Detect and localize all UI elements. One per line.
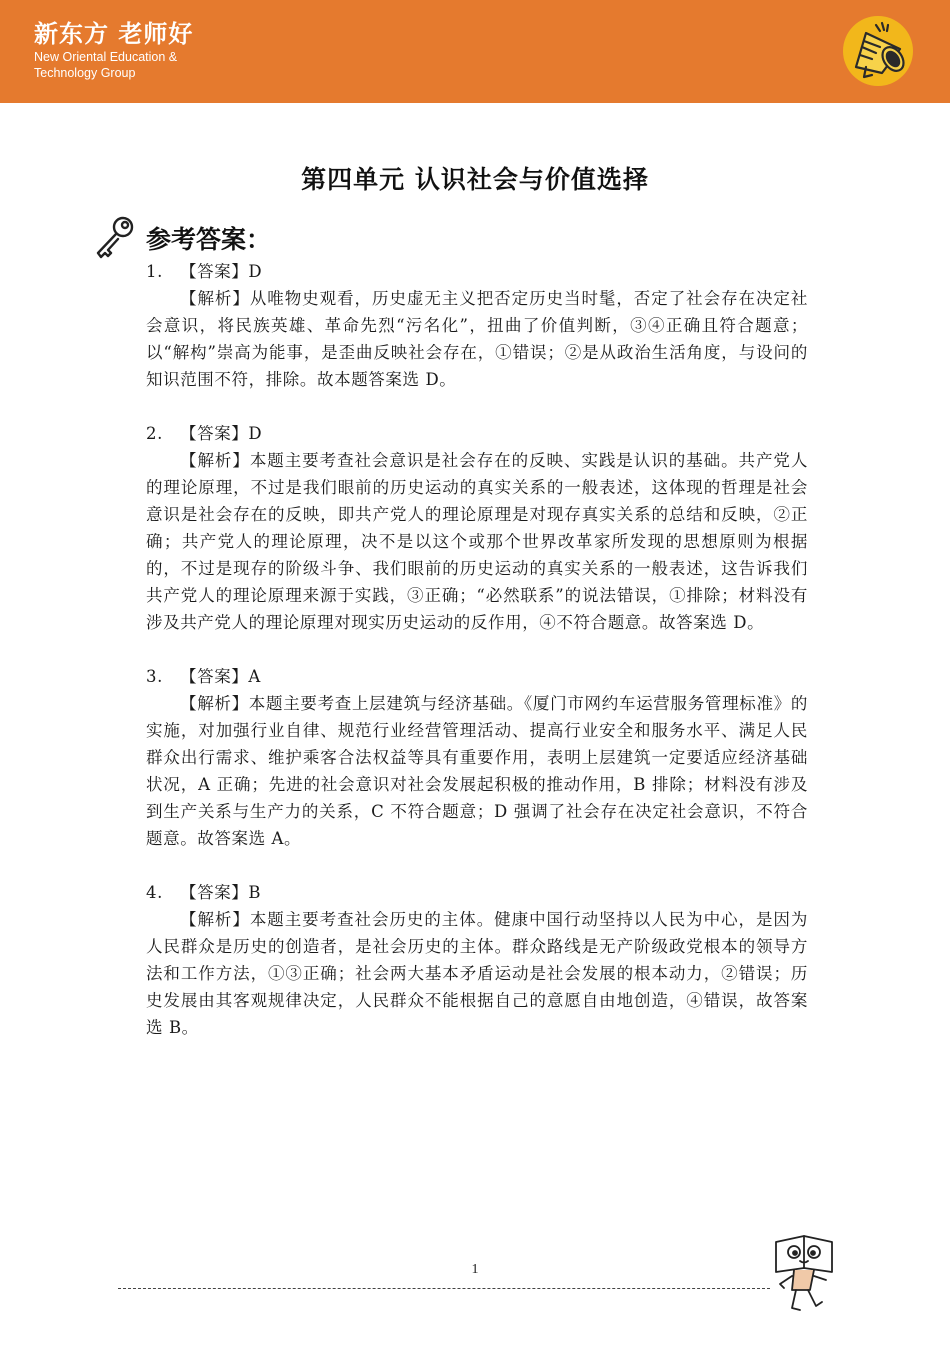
answer-label: 【答案】D: [180, 424, 263, 443]
question-number: 1.: [146, 262, 163, 281]
question-number: 4.: [146, 883, 163, 902]
page-title: 第四单元 认识社会与价值选择: [301, 165, 649, 194]
footer-dashed-divider: [118, 1288, 770, 1289]
answer-item-4: [146, 879, 808, 1041]
question-number: 3.: [146, 667, 163, 686]
answer-item-3: [146, 663, 808, 852]
answer-item-2: [146, 420, 808, 636]
brand-subtitle-line1: New Oriental Education &: [34, 50, 178, 64]
answer-list: [146, 258, 808, 1068]
question-number: 2.: [146, 424, 163, 443]
page-number: 1: [471, 1262, 479, 1277]
analysis-text: 【解析】本题主要考查社会历史的主体。健康中国行动坚持以人民为中心，是因为人民群众是历史的创造者，是社会历史的主体。群众路线是无产阶级政党根本的领导方法和工作方法，①③正确；社会两大基本矛盾运动是社会发展的根本动力，②错误；历史发展由其客观规律决定，人民群众不能根据自己的意愿自由地创造，④错误，故答案选 B。: [146, 910, 808, 1037]
analysis-text: 【解析】从唯物史观看，历史虚无主义把否定历史当时髦，否定了社会存在决定社会意识，将民族英雄、革命先烈“污名化”，扭曲了价值判断，③④正确且符合题意；以“解构”崇高为能事，是歪曲反映社会存在，①错误；②是从政治生活角度，与设问的知识范围不符，排除。故本题答案选 D。: [146, 289, 808, 389]
answer-item-1: [146, 258, 808, 393]
brand-subtitle-line2: Technology Group: [34, 66, 136, 80]
key-icon: [92, 215, 136, 261]
analysis-text: 【解析】本题主要考查上层建筑与经济基础。《厦门市网约车运营服务管理标准》的实施，对加强行业自律、规范行业经营管理活动、提高行业安全和服务水平、满足人民群众出行需求、维护乘客合法权益等具有重要作用，表明上层建筑一定要适应经济基础状况，A 正确；先进的社会意识对社会发展起积极的推动作用，B 排除；材料没有涉及到生产关系与生产力的关系，C 不符合题意；D 强调了社会存在决定社会意识，不符合题意。故答案选 A。: [146, 694, 808, 848]
header-banner: [0, 0, 950, 103]
answer-label: 【答案】B: [180, 883, 262, 902]
brand-name: 新东方 老师好: [34, 20, 194, 48]
analysis-text: 【解析】本题主要考查社会意识是社会存在的反映、实践是认识的基础。共产党人的理论原理，不过是我们眼前的历史运动的真实关系的一般表述，这体现的哲理是社会意识是社会存在的反映，即共产党人的理论原理是对现存真实关系的总结和反映，②正确；共产党人的理论原理，决不是以这个或那个世界改革家所发现的思想原则为根据的，不过是现存的阶级斗争、我们眼前的历史运动的真实关系的一般表述，这告诉我们共产党人的理论原理来源于实践，③正确；“必然联系”的说法错误，①排除；材料没有涉及共产党人的理论原理对现实历史运动的反作用，④不符合题意。故答案选 D。: [146, 451, 808, 632]
answer-label: 【答案】A: [180, 667, 261, 686]
reading-mascot-icon: [770, 1232, 838, 1316]
megaphone-logo-icon: [842, 15, 914, 87]
answer-section-heading: 参考答案：: [146, 225, 272, 254]
answer-label: 【答案】D: [180, 262, 263, 281]
